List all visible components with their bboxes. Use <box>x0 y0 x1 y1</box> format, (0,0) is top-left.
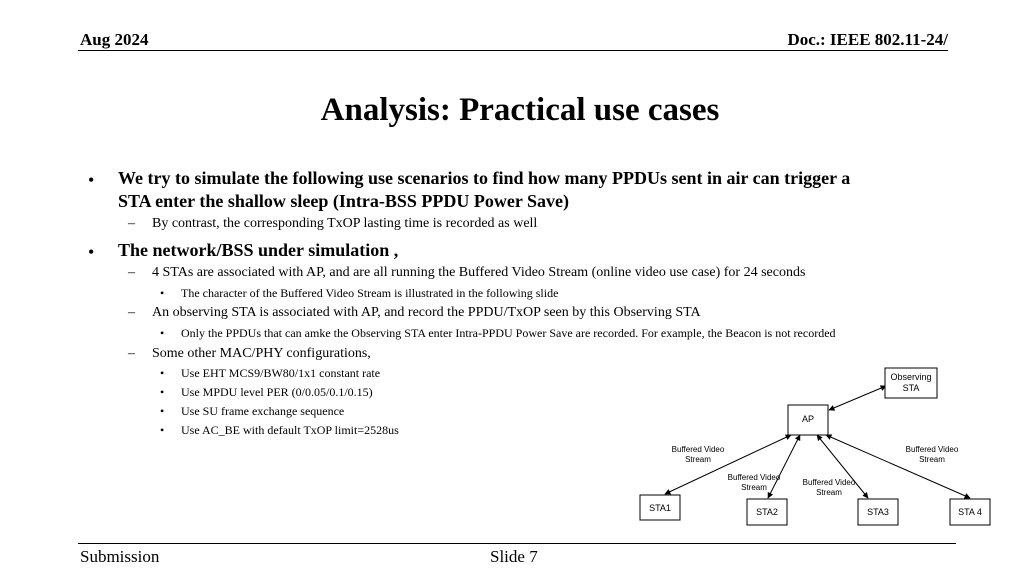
link-ap-sta2 <box>768 435 800 498</box>
link-label-sta2-1: Buffered Video <box>727 473 781 482</box>
link-label-sta3-2: Stream <box>816 488 842 497</box>
bullet-marker: • <box>160 366 165 380</box>
dash-marker: – <box>128 265 135 280</box>
bullet-marker: • <box>88 242 95 262</box>
bullet-marker: • <box>160 404 165 418</box>
link-ap-observing <box>829 386 886 410</box>
slide-title: Analysis: Practical use cases <box>320 92 720 128</box>
observing-label-2: STA <box>902 383 920 393</box>
sta1-label: STA1 <box>649 503 671 513</box>
bullet-1-sub-1: By contrast, the corresponding TxOP lasting time is recorded as well <box>152 216 538 231</box>
bullet-1-line-2: STA enter the shallow sleep (Intra-BSS PPDU Power Save) <box>118 191 569 211</box>
bullet-marker: • <box>160 326 165 340</box>
header-rule <box>78 50 948 51</box>
bullet-2-sub-3: Some other MAC/PHY configurations, <box>152 346 371 361</box>
footer-submission: Submission <box>80 547 160 566</box>
sta3-label: STA3 <box>867 507 889 517</box>
link-label-sta4-2: Stream <box>919 455 945 464</box>
bullet-marker: • <box>160 423 165 437</box>
bullet-2: The network/BSS under simulation , <box>118 240 399 260</box>
link-ap-sta1 <box>665 435 791 494</box>
bullet-1-line-1: We try to simulate the following use scenarios to find how many PPDUs sent in air can trigger a <box>118 168 851 188</box>
bullet-marker: • <box>160 385 165 399</box>
config-item-1: Use EHT MCS9/BW80/1x1 constant rate <box>181 366 381 380</box>
network-diagram <box>630 360 1000 540</box>
header-date: Aug 2024 <box>80 30 149 49</box>
dash-marker: – <box>128 305 135 320</box>
header-doc-id: Doc.: IEEE 802.11-24/ <box>787 30 948 49</box>
sta2-label: STA2 <box>756 507 778 517</box>
link-label-sta2-2: Stream <box>741 483 767 492</box>
footer-slide-number: Slide 7 <box>490 547 538 566</box>
link-label-sta4-1: Buffered Video <box>905 445 959 454</box>
bullet-marker: • <box>88 170 95 190</box>
config-item-3: Use SU frame exchange sequence <box>181 404 345 418</box>
bullet-2-sub-2: An observing STA is associated with AP, and record the PPDU/TxOP seen by this Observing STA <box>152 305 701 320</box>
config-item-2: Use MPDU level PER (0/0.05/0.1/0.15) <box>181 385 373 399</box>
bullet-2-sub-1: 4 STAs are associated with AP, and are all running the Buffered Video Stream (online video use case) for 24 seconds <box>152 265 806 280</box>
link-label-sta3-1: Buffered Video <box>802 478 856 487</box>
link-label-sta1-2: Stream <box>685 455 711 464</box>
link-label-sta1-1: Buffered Video <box>671 445 725 454</box>
ap-label: AP <box>801 414 815 424</box>
dash-marker: – <box>128 216 135 231</box>
dash-marker: – <box>128 346 135 361</box>
sta4-label: STA 4 <box>958 507 982 517</box>
bullet-2-sub-1-detail: The character of the Buffered Video Stream is illustrated in the following slide <box>181 286 559 300</box>
footer-rule <box>78 543 956 544</box>
bullet-2-sub-2-detail: Only the PPDUs that can amke the Observing STA enter Intra-PPDU Power Save are recorded. For example, the Beacon is not recorded <box>181 326 836 340</box>
bullet-marker: • <box>160 286 165 300</box>
config-item-4: Use AC_BE with default TxOP limit=2528us <box>181 423 399 437</box>
observing-label-1: Observing <box>890 372 932 382</box>
